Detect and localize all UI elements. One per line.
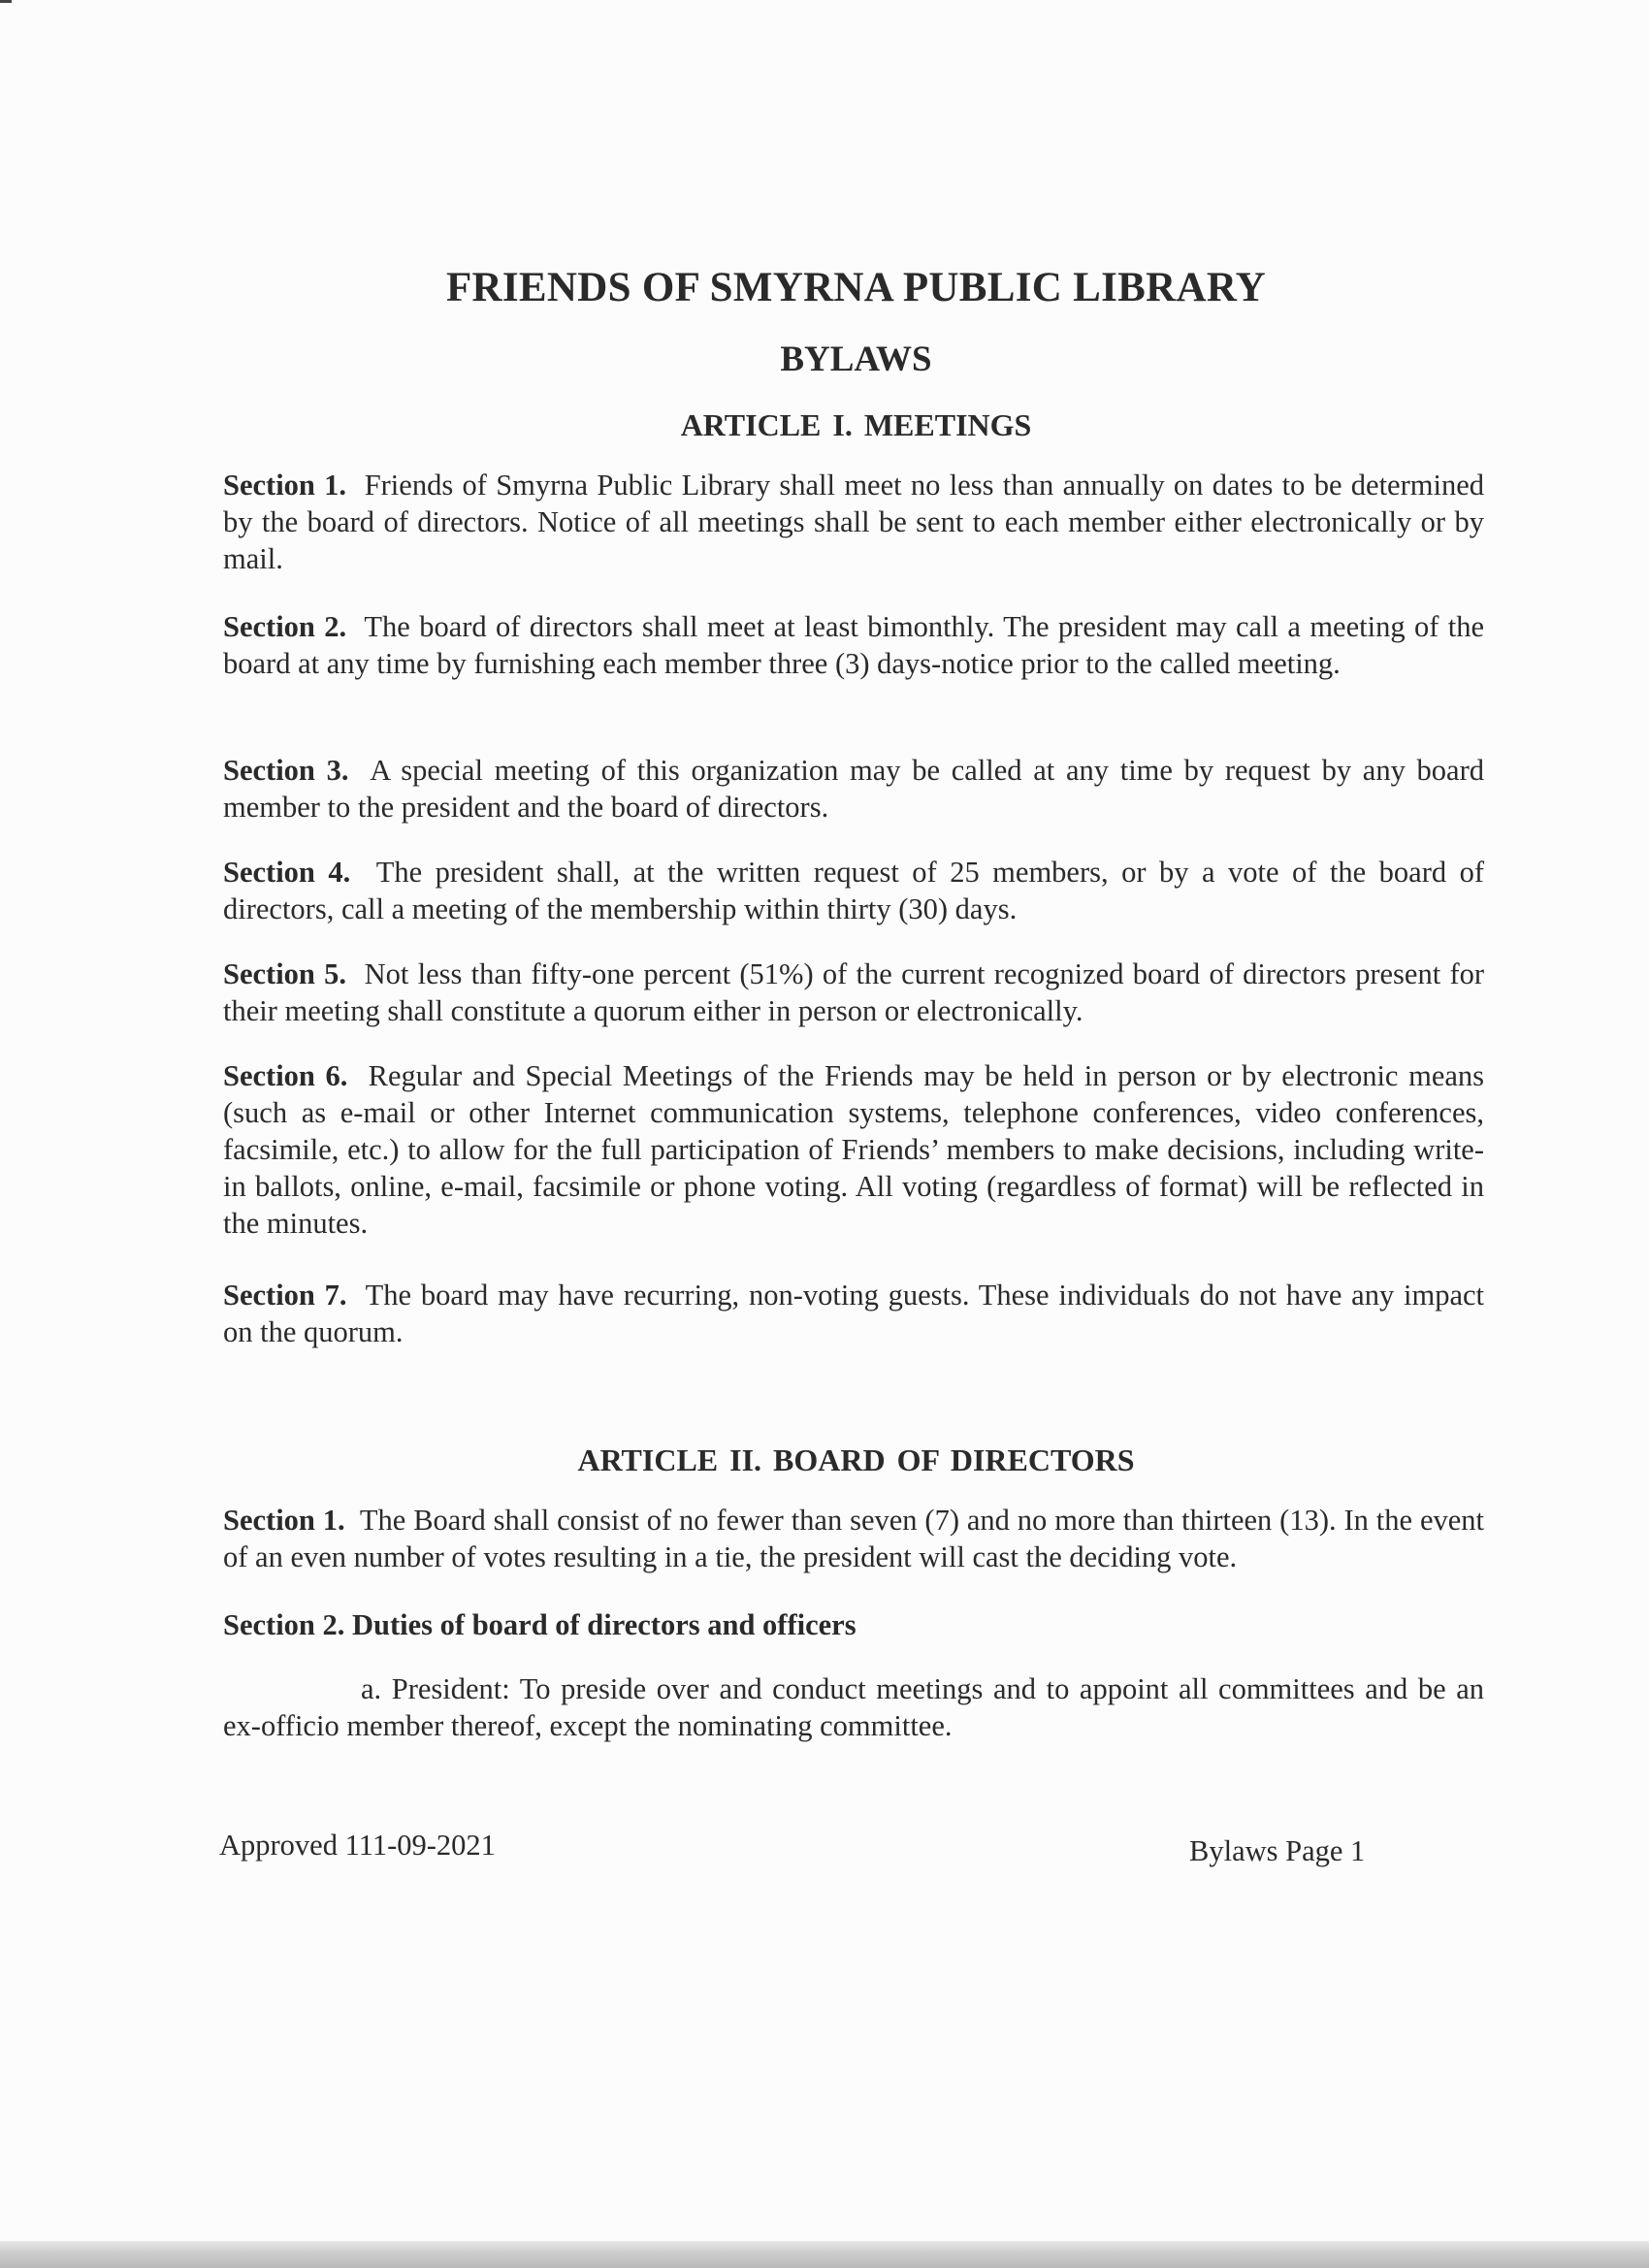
section-text: The Board shall consist of no fewer than seven (7) and no more than thirteen (13). In the event of an even number of votes resulting in a tie, the president will cast the deciding vote. xyxy=(223,1504,1485,1573)
section-label: Section 1. xyxy=(223,1504,345,1537)
section-text: The board of directors shall meet at least bimonthly. The president may call a meeting of the board at any time by furnishing each member three (3) days-notice prior to the called meeting. xyxy=(223,610,1485,680)
section-label: Section 1. xyxy=(223,469,347,502)
section-label: Section 2. Duties of board of directors and officers xyxy=(223,1608,857,1641)
article-1-section-1 xyxy=(223,467,1484,577)
footer-page-number: Bylaws Page 1 xyxy=(1189,1834,1366,1867)
document-subtitle: BYLAWS xyxy=(780,340,932,379)
section-text: A special meeting of this organization may be called at any time by request by any board member to the president and the board of directors. xyxy=(223,754,1484,824)
article-2-section-2 xyxy=(223,1606,1484,1643)
article-1-section-5 xyxy=(223,956,1484,1029)
section-label: Section 4. xyxy=(223,856,351,889)
section-text: Not less than fifty-one percent (51%) of the current recognized board of directors present for their meeting shall constitute a quorum either in person or electronically. xyxy=(223,957,1485,1027)
article-1-section-4 xyxy=(223,854,1484,927)
article-1-section-7 xyxy=(223,1277,1484,1350)
article-1-section-2 xyxy=(223,608,1484,682)
footer-approved: Approved 111-09-2021 xyxy=(219,1829,496,1862)
section-text: Regular and Special Meetings of the Friends may be held in person or by electronic means (such as e-mail or other Internet communication systems, telephone conferences, video conferences, facsimile, etc.) to allow for the full participation of Friends’ members to make decisions, including write-in ballots, online, e-mail, facsimile or phone voting. All voting (regardless of format) will be reflected in the minutes. xyxy=(223,1059,1485,1240)
scan-edge xyxy=(0,2241,1649,2268)
section-text: The president shall, at the written request of 25 members, or by a vote of the board of directors, call a meeting of the membership within thirty (30) days. xyxy=(223,856,1484,925)
section-text: Friends of Smyrna Public Library shall meet no less than annually on dates to be determined by the board of directors. Notice of all meetings shall be sent to each member either electronically or by mail. xyxy=(223,469,1484,575)
article-2-item-a: a. President: To preside over and conduct meetings and to appoint all committees and be an ex-officio member thereof, except the nominating committee. xyxy=(223,1672,1484,1742)
article-2-heading: ARTICLE II. BOARD OF DIRECTORS xyxy=(577,1442,1135,1477)
section-text: The board may have recurring, non-voting guests. These individuals do not have any impact on the quorum. xyxy=(223,1279,1485,1348)
section-label: Section 7. xyxy=(223,1279,347,1312)
article-2-section-1 xyxy=(223,1502,1484,1575)
scan-mark xyxy=(0,0,12,3)
document-title: FRIENDS OF SMYRNA PUBLIC LIBRARY xyxy=(445,265,1267,310)
section-label: Section 2. xyxy=(223,610,347,643)
section-label: Section 5. xyxy=(223,957,347,990)
article-1-section-6 xyxy=(223,1057,1484,1242)
article-1-heading: ARTICLE I. MEETINGS xyxy=(680,407,1032,442)
section-label: Section 6. xyxy=(223,1059,348,1092)
article-1-section-3 xyxy=(223,752,1484,826)
section-label: Section 3. xyxy=(223,754,349,787)
